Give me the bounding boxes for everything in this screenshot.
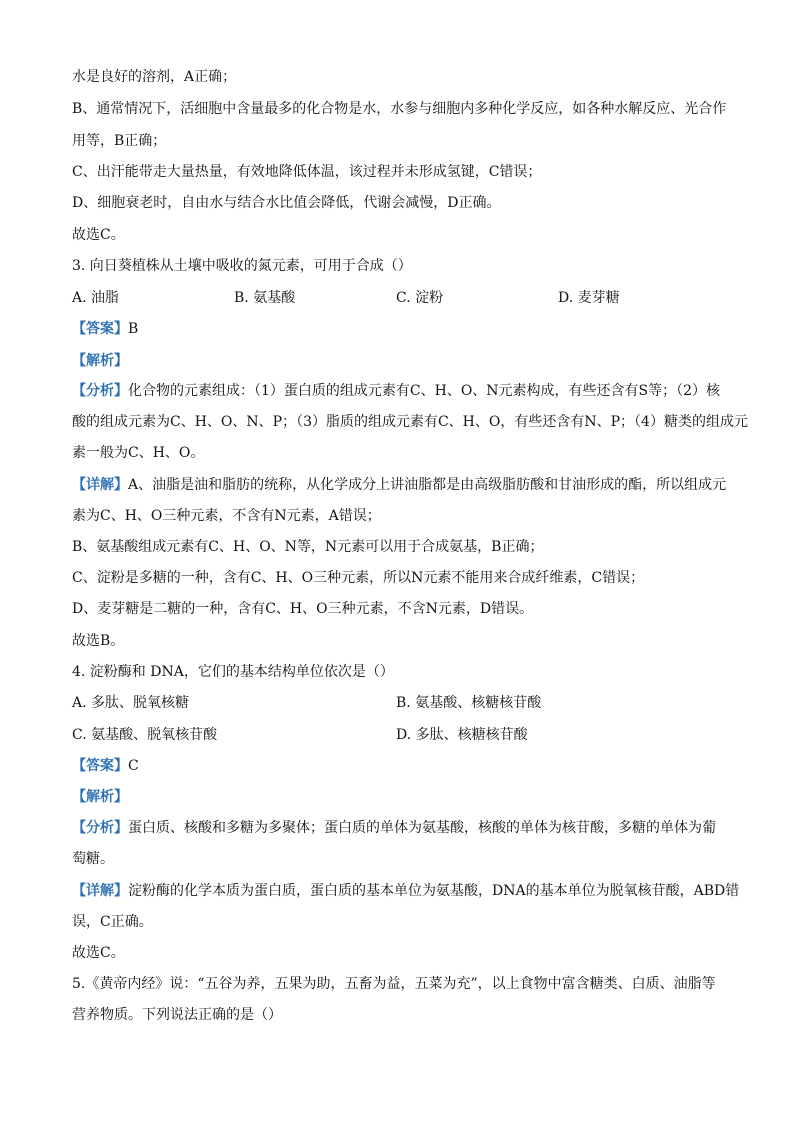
text-line: C、出汗能带走大量热量，有效地降低体温，该过程并未形成氢键，C错误； — [72, 164, 542, 180]
q4-option-d: D. 多肽、核糖核苷酸 — [396, 727, 528, 743]
q3-fenxi — [72, 382, 720, 400]
q4-answer — [72, 757, 139, 775]
text-line: 素为C、H、O三种元素，不含有N元素，A错误； — [72, 508, 381, 524]
fenxi-tag: 【分析】 — [72, 820, 128, 836]
question-5-stem: 5.《黄帝内经》说：“五谷为养，五果为助，五畜为益，五菜为充”，以上食物中富含糖类、白质、油脂等 — [72, 976, 716, 992]
q3-option-c: C. 淀粉 — [396, 290, 444, 306]
xiangjie-tag: 【详解】 — [72, 883, 128, 899]
text-line: C、淀粉是多糖的一种，含有C、H、O三种元素，所以N元素不能用来合成纤维素，C错误； — [72, 570, 645, 586]
question-4-stem: 4. 淀粉酶和 DNA，它们的基本结构单位依次是（） — [72, 664, 394, 680]
text-line: 故选B。 — [72, 633, 125, 649]
text-line: 素一般为C、H、O。 — [72, 445, 205, 461]
q3-option-d: D. 麦芽糖 — [558, 290, 620, 306]
analysis-tag: 【解析】 — [72, 789, 128, 805]
answer-value: C — [128, 758, 139, 774]
q4-option-a: A. 多肽、脱氧核糖 — [72, 695, 190, 711]
text-line: B、氨基酸组成元素有C、H、O、N等，N元素可以用于合成氨基，B正确； — [72, 539, 544, 555]
text-line: 用等，B正确； — [72, 133, 167, 149]
fenxi-text: 蛋白质、核酸和多糖为多聚体；蛋白质的单体为氨基酸，核酸的单体为核苷酸，多糖的单体为葡 — [128, 820, 716, 836]
text-line: 水是良好的溶剂，A正确； — [72, 69, 237, 85]
text-line: B、通常情况下，活细胞中含量最多的化合物是水，水参与细胞内多种化学反应，如各种水解反应、光合作 — [72, 101, 727, 117]
q4-fenxi — [72, 819, 716, 837]
answer-tag: 【答案】 — [72, 321, 128, 337]
text-line: 故选C。 — [72, 945, 125, 961]
xiangjie-text: A、油脂是油和脂肪的统称，从化学成分上讲油脂都是由高级脂肪酸和甘油形成的酯，所以组成元 — [128, 477, 727, 493]
analysis-tag: 【解析】 — [72, 353, 128, 369]
text-line: 萄糖。 — [72, 851, 114, 867]
xiangjie-tag: 【详解】 — [72, 477, 128, 493]
text-line: 故选C。 — [72, 227, 125, 243]
q3-option-b: B. 氨基酸 — [234, 290, 296, 306]
fenxi-tag: 【分析】 — [72, 383, 128, 399]
q3-option-a: A. 油脂 — [72, 290, 120, 306]
text-line: 酸的组成元素为C、H、O、N、P；（3）脂质的组成元素有C、H、O，有些还含有N、P；（4）糖类的组成元 — [72, 414, 748, 430]
q4-option-c: C. 氨基酸、脱氧核苷酸 — [72, 727, 218, 743]
question-3-stem: 3. 向日葵植株从土壤中吸收的氮元素，可用于合成（） — [72, 258, 412, 274]
q3-xiangjie — [72, 476, 726, 494]
q3-analysis-heading — [72, 352, 128, 370]
text-line: D、麦芽糖是二糖的一种，含有C、H、O三种元素，不含N元素，D错误。 — [72, 601, 534, 617]
answer-value: B — [128, 321, 139, 337]
answer-tag: 【答案】 — [72, 758, 128, 774]
text-line: D、细胞衰老时，自由水与结合水比值会降低，代谢会减慢，D正确。 — [72, 195, 501, 211]
text-line: 误，C正确。 — [72, 914, 153, 930]
q4-option-b: B. 氨基酸、核糖核苷酸 — [396, 695, 542, 711]
q4-xiangjie — [72, 882, 739, 900]
text-line: 营养物质。下列说法正确的是（） — [72, 1007, 282, 1023]
q3-answer — [72, 320, 138, 338]
q4-analysis-heading — [72, 788, 128, 806]
xiangjie-text: 淀粉酶的化学本质为蛋白质，蛋白质的基本单位为氨基酸，DNA的基本单位为脱氧核苷酸，ABD错 — [128, 883, 740, 899]
fenxi-text: 化合物的元素组成：（1）蛋白质的组成元素有C、H、O、N元素构成，有些还含有S等；（2）核 — [128, 383, 721, 399]
